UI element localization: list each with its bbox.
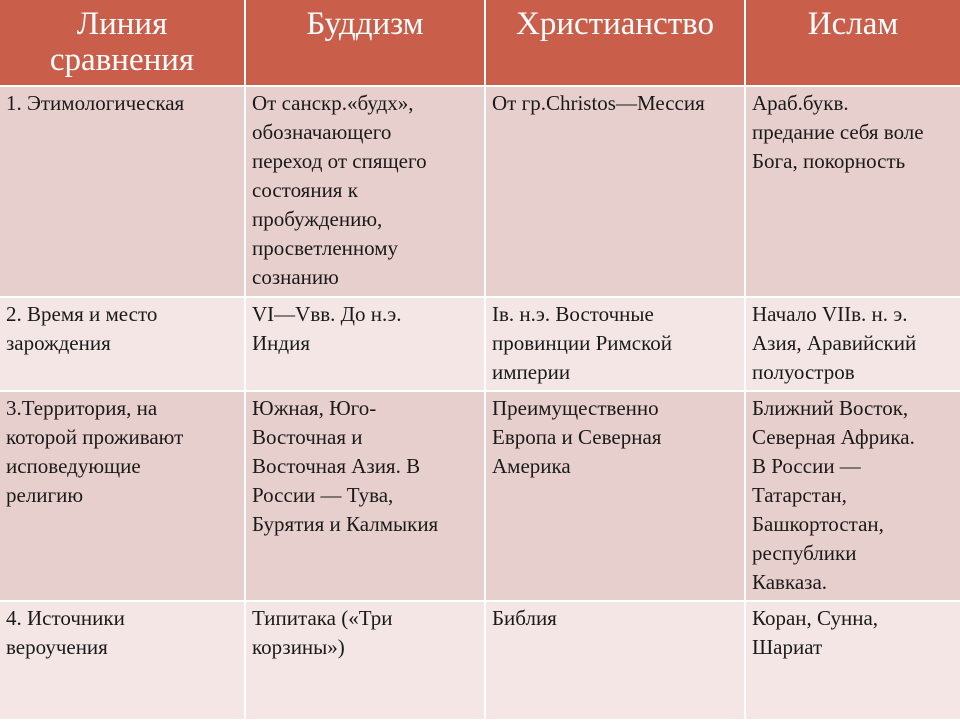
row-label-cell: 2. Время и место зарождения bbox=[0, 297, 245, 391]
christianity-cell: Библия bbox=[485, 601, 745, 720]
buddhism-cell: Южная, Юго- Восточная и Восточная Азия. В России — Тува, Бурятия и Калмыкия bbox=[245, 391, 485, 601]
buddhism-cell: От санскр.«будх», обозначающего переход от спящего состояния к пробуждению, просветленному сознанию bbox=[245, 86, 485, 297]
header-christianity: Христианство bbox=[485, 0, 745, 86]
islam-cell: Коран, Сунна, Шариат bbox=[745, 601, 960, 720]
table-row bbox=[0, 601, 960, 720]
christianity-cell: Iв. н.э. Восточные провинции Римской империи bbox=[485, 297, 745, 391]
christianity-cell: Преимущественно Европа и Северная Америка bbox=[485, 391, 745, 601]
buddhism-cell: Типитака («Три корзины») bbox=[245, 601, 485, 720]
table-row bbox=[0, 86, 960, 297]
islam-cell: Начало VIIв. н. э. Азия, Аравийский полуостров bbox=[745, 297, 960, 391]
table-row bbox=[0, 297, 960, 391]
islam-cell: Араб.букв. предание себя воле Бога, покорность bbox=[745, 86, 960, 297]
christianity-cell: От гр.Christos—Мессия bbox=[485, 86, 745, 297]
buddhism-cell: VI—Vвв. До н.э. Индия bbox=[245, 297, 485, 391]
header-buddhism: Буддизм bbox=[245, 0, 485, 86]
table-header-row bbox=[0, 0, 960, 86]
row-label-cell: 3.Территория, на которой проживают исповедующие религию bbox=[0, 391, 245, 601]
header-comparison-line: Линия сравнения bbox=[0, 0, 245, 86]
table-row bbox=[0, 391, 960, 601]
islam-cell: Ближний Восток, Северная Африка. В России — Татарстан, Башкортостан, республики Кавказа. bbox=[745, 391, 960, 601]
row-label-cell: 1. Этимологическая bbox=[0, 86, 245, 297]
row-label-cell: 4. Источники вероучения bbox=[0, 601, 245, 720]
header-islam: Ислам bbox=[745, 0, 960, 86]
